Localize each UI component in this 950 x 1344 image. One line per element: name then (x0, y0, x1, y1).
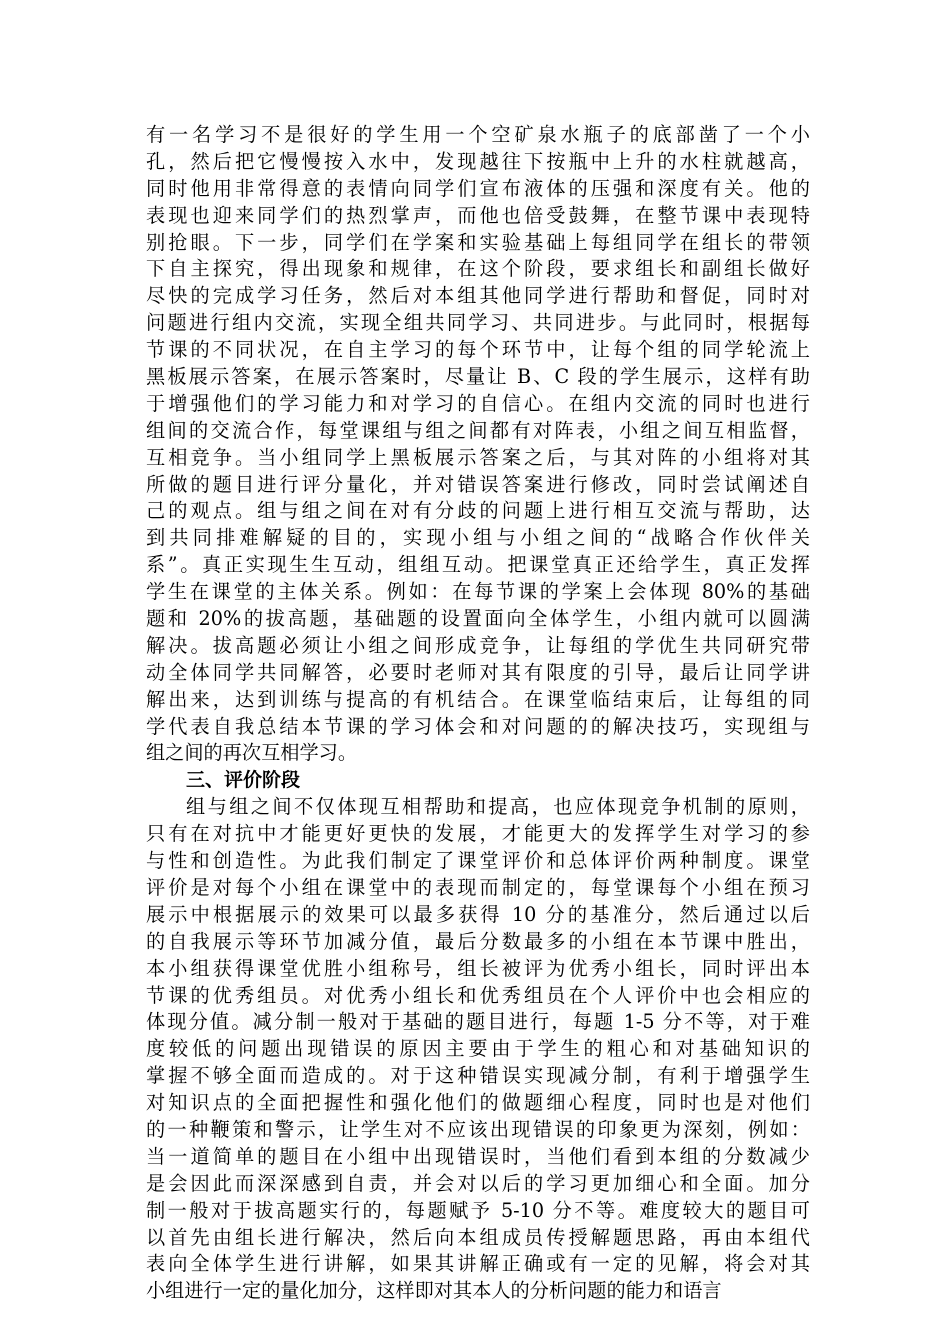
text-line: 掌握不够全面而造成的。对于这种错误实现减分制，有利于增强学生 (146, 1064, 810, 1088)
text-line: 下自主探究，得出现象和规律，在这个阶段，要求组长和副组长做好 (146, 257, 810, 281)
text-line: 度较低的问题出现错误的原因主要由于学生的粗心和对基础知识的 (146, 1037, 810, 1061)
text-line: 评价是对每个小组在课堂中的表现而制定的，每堂课每个小组在预习 (146, 875, 810, 899)
text-line: 与性和创造性。为此我们制定了课堂评价和总体评价两种制度。课堂 (146, 849, 810, 873)
text-line: 小组进行一定的量化加分，这样即对其本人的分析问题的能力和语言 (146, 1279, 722, 1303)
text-line: 制一般对于拔高题实行的，每题赋予 5-10 分不等。难度较大的题目可 (146, 1198, 810, 1222)
text-line: 表现也迎来同学们的热烈掌声，而他也倍受鼓舞，在整节课中表现特 (146, 203, 810, 227)
text-line: 的一种鞭策和警示，让学生对不应该出现错误的印象更为深刻，例如： (146, 1117, 810, 1141)
text-line: 有一名学习不是很好的学生用一个空矿泉水瓶子的底部凿了一个小 (146, 123, 810, 146)
text-line: 对知识点的全面把握性和强化他们的做题细心程度，同时也是对他们 (146, 1091, 810, 1115)
text-line: 学代表自我总结本节课的学习体会和对问题的的解决技巧，实现组与 (146, 714, 810, 738)
text-line: 学生在课堂的主体关系。例如：在每节课的学案上会体现 80%的基础 (146, 580, 810, 604)
paragraph-2 (146, 794, 810, 1305)
text-line: 己的观点。组与组之间在对有分歧的问题上进行相互交流与帮助，达 (146, 499, 810, 523)
text-line: 于增强他们的学习能力和对学习的自信心。在组内交流的同时也进行 (146, 391, 810, 415)
text-line: 是会因此而深深感到自责，并会对以后的学习更加细心和全面。加分 (146, 1171, 810, 1195)
text-line: 本小组获得课堂优胜小组称号，组长被评为优秀小组长，同时评出本 (146, 956, 810, 980)
text-line: 节课的优秀组员。对优秀小组长和优秀组员在个人评价中也会相应的 (146, 983, 810, 1007)
document-body (146, 122, 810, 1305)
text-line: 系”。真正实现生生互动，组组互动。把课堂真正还给学生，真正发挥 (146, 553, 810, 577)
text-line: 尽快的完成学习任务，然后对本组其他同学进行帮助和督促，同时对 (146, 284, 810, 308)
text-line: 解出来，达到训练与提高的有机结合。在课堂临结束后，让每组的同 (146, 687, 810, 711)
text-line: 互相竞争。当小组同学上黑板展示答案之后，与其对阵的小组将对其 (146, 445, 810, 469)
text-line: 表向全体学生进行讲解，如果其讲解正确或有一定的见解，将会对其 (146, 1252, 810, 1276)
text-line: 解决。拔高题必须让小组之间形成竞争，让每组的学优生共同研究带 (146, 633, 810, 657)
paragraph-1 (146, 122, 810, 767)
text-line: 节课的不同状况，在自主学习的每个环节中，让每个组的同学轮流上 (146, 338, 810, 362)
text-line: 展示中根据展示的效果可以最多获得 10 分的基准分，然后通过以后 (146, 902, 810, 926)
text-line: 只有在对抗中才能更好更快的发展，才能更大的发挥学生对学习的参 (146, 822, 810, 846)
text-line: 以首先由组长进行解决，然后向本组成员传授解题思路，再由本组代 (146, 1225, 810, 1249)
text-line: 黑板展示答案，在展示答案时，尽量让 B、C 段的学生展示，这样有助 (146, 365, 810, 389)
text-line: 到共同排难解疑的目的，实现小组与小组之间的“战略合作伙伴关 (146, 526, 810, 550)
text-line: 问题进行组内交流，实现全组共同学习、共同进步。与此同时，根据每 (146, 311, 810, 335)
text-line: 同时他用非常得意的表情向同学们宣布液体的压强和深度有关。他的 (146, 176, 810, 200)
text-line: 体现分值。减分制一般对于基础的题目进行，每题 1-5 分不等，对于难 (146, 1010, 810, 1034)
text-line: 别抢眼。下一步，同学们在学案和实验基础上每组同学在组长的带领 (146, 230, 810, 254)
text-line: 所做的题目进行评分量化，并对错误答案进行修改，同时尝试阐述自 (146, 472, 810, 496)
text-line: 的自我展示等环节加减分值，最后分数最多的小组在本节课中胜出， (146, 929, 810, 953)
text-line: 当一道简单的题目在小组中出现错误时，当他们看到本组的分数减少 (146, 1144, 810, 1168)
text-line: 组与组之间不仅体现互相帮助和提高，也应体现竞争机制的原则， (186, 795, 810, 819)
text-line: 孔，然后把它慢慢按入水中，发现越往下按瓶中上升的水柱就越高， (146, 149, 810, 173)
text-line: 题和 20%的拔高题，基础题的设置面向全体学生，小组内就可以圆满 (146, 607, 810, 631)
text-line: 组之间的再次互相学习。 (146, 741, 358, 765)
section-heading: 三、评价阶段 (186, 769, 301, 792)
text-line: 动全体同学共同解答，必要时老师对其有限度的引导，最后让同学讲 (146, 660, 810, 684)
text-line: 组间的交流合作，每堂课组与组之间都有对阵表，小组之间互相监督， (146, 418, 810, 442)
